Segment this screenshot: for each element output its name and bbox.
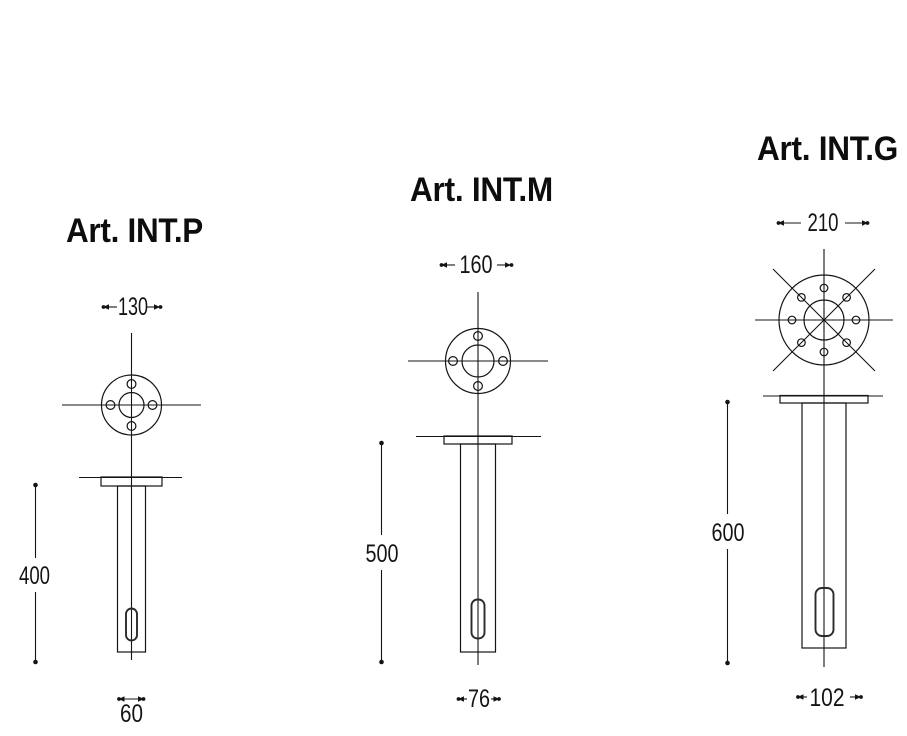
dim-end-dot — [725, 661, 730, 666]
figure-title: Art. INT.P — [66, 212, 203, 250]
dim-end-dot — [859, 695, 863, 699]
front-view — [79, 477, 182, 652]
dim-value: 130 — [118, 293, 148, 321]
dim-value: 500 — [365, 540, 399, 568]
depth-dimension — [19, 483, 50, 665]
dim-value: 76 — [468, 685, 490, 713]
figure-title: Art. INT.M — [410, 171, 553, 209]
dim-value: 400 — [19, 562, 50, 590]
flange-width-dimension — [777, 209, 870, 237]
dim-end-dot — [379, 660, 384, 665]
pole-width-dimension — [117, 696, 145, 728]
figure-title: Art. INT.G — [757, 130, 898, 168]
flange-width-dimension — [102, 293, 163, 321]
dim-end-dot — [159, 305, 163, 309]
figure-int-g — [712, 130, 899, 712]
pole-width-dimension — [457, 685, 501, 713]
front-view — [763, 396, 883, 649]
depth-dimension — [366, 441, 399, 665]
dim-value: 160 — [459, 251, 493, 279]
dim-value: 102 — [809, 684, 845, 712]
dim-value: 600 — [711, 519, 745, 547]
figure-int-p — [19, 212, 203, 728]
flange-width-dimension — [440, 251, 514, 279]
dim-end-dot — [33, 660, 38, 665]
figure-int-m — [366, 171, 554, 713]
pole-width-dimension — [796, 684, 863, 712]
depth-dimension — [712, 400, 745, 666]
dim-end-dot — [866, 221, 870, 225]
dim-value: 60 — [120, 700, 143, 728]
top-view — [755, 269, 893, 371]
dim-end-dot — [510, 263, 514, 267]
dim-end-dot — [497, 697, 501, 701]
dim-value: 210 — [807, 209, 839, 237]
